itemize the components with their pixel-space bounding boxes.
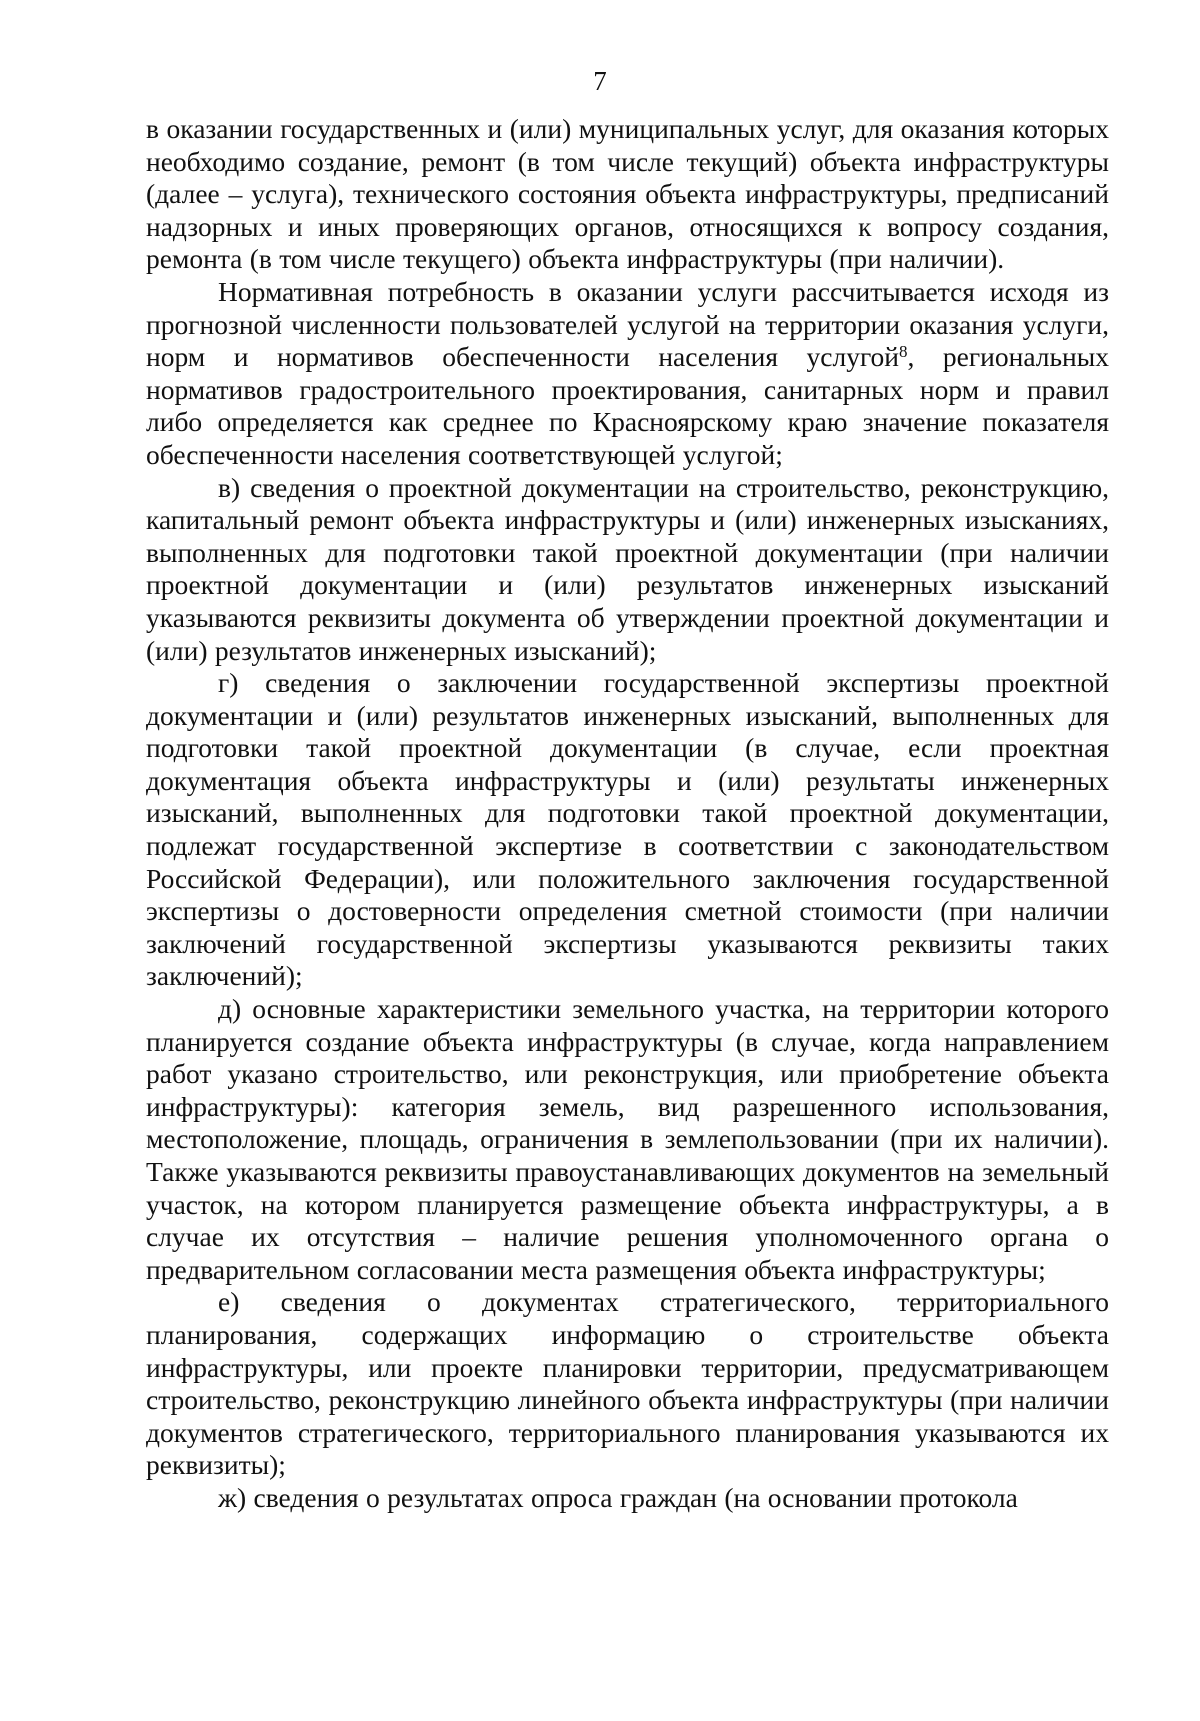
paragraph-item-v: в) сведения о проектной документации на строительство, реконструкцию, капитальный ремонт объекта инфраструктуры и (или) инженерных изысканиях, выполненных для подготовки такой проектной документации (при наличии проектной документации и (или) результатов инженерных изысканий указываются реквизиты документа об утверждении проектной документации и (или) результатов инженерных изысканий); xyxy=(146,471,1109,666)
paragraph-text: Нормативная потребность в оказании услуги рассчитывается исходя из прогнозной численности пользователей услугой на территории оказания услуги, норм и нормативов обеспеченности населения услугой xyxy=(146,275,1109,373)
page-number: 7 xyxy=(593,66,607,96)
paragraph-item-zh: ж) сведения о результатах опроса граждан (на основании протокола xyxy=(218,1481,1018,1513)
paragraph-item-d: д) основные характеристики земельного участка, на территории которого планируется создание объекта инфраструктуры (в случае, когда направлением работ указано строительство, или реконструкция, или приобретение объекта инфраструктуры): категория земель, вид разрешенного использования, местоположение, площадь, ограничения в землепользовании (при их наличии). Также указываются реквизиты правоустанавливающих документов на земельный участок, на котором планируется размещение объекта инфраструктуры, а в случае их отсутствия – наличие решения уполномоченного органа о предварительном согласовании места размещения объекта инфраструктуры; xyxy=(146,993,1109,1285)
paragraph-item-g: г) сведения о заключении государственной экспертизы проектной документации и (или) результатов инженерных изысканий, выполненных для подготовки такой проектной документации (в случае, если проектная документация объекта инфраструктуры и (или) результаты инженерных изысканий, выполненных для подготовки такой проектной документации, подлежат государственной экспертизе в соответствии с законодательством Российской Федерации), или положительного заключения государственной экспертизы о достоверности определения сметной стоимости (при наличии заключений государственной экспертизы указываются реквизиты таких заключений); xyxy=(146,667,1109,992)
paragraph-normative-need xyxy=(146,276,1109,472)
footnote-reference: 8 xyxy=(899,342,908,362)
document-body xyxy=(146,113,1109,1515)
paragraph-item-e: е) сведения о документах стратегического, территориального планирования, содержащих информацию о строительстве объекта инфраструктуры, или проекте планировки территории, предусматривающем строительство, реконструкцию линейного объекта инфраструктуры (при наличии документов стратегического, территориального планирования указываются их реквизиты); xyxy=(146,1286,1109,1481)
paragraph-continuation: в оказании государственных и (или) муниципальных услуг, для оказания которых необходимо создание, ремонт (в том числе текущий) объекта инфраструктуры (далее – услуга), технического состояния объекта инфраструктуры, предписаний надзорных и иных проверяющих органов, относящихся к вопросу создания, ремонта (в том числе текущего) объекта инфраструктуры (при наличии). xyxy=(146,113,1109,275)
paragraph-text: , региональных нормативов градостроительного проектирования, санитарных норм и правил либо определяется как среднее по Красноярскому краю значение показателя обеспеченности населения соответствующей услугой; xyxy=(146,341,1109,470)
